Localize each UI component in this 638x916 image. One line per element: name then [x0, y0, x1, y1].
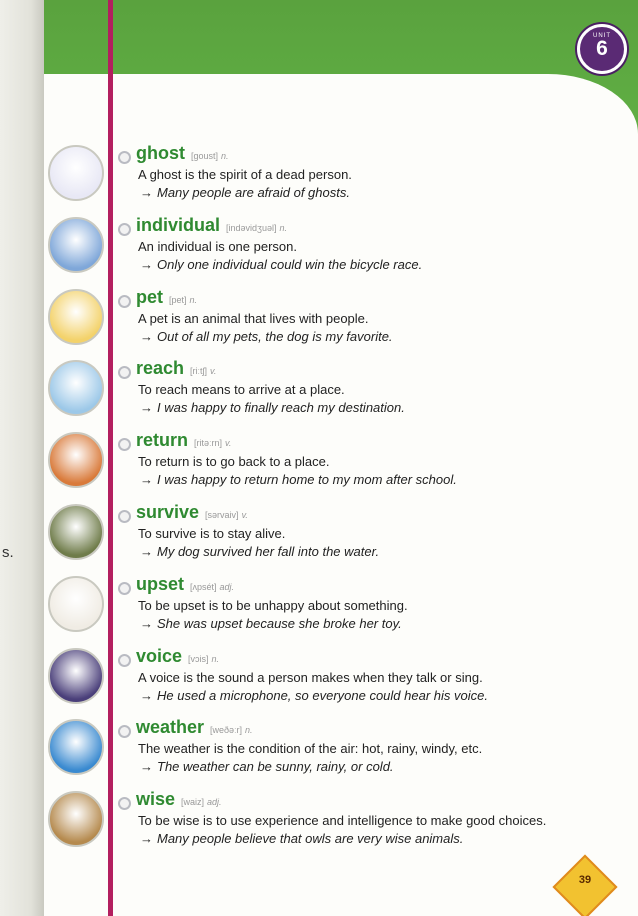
entry-headword-line: [136, 143, 229, 164]
definition: To be upset is to be unhappy about something.: [138, 597, 408, 613]
left-page-text-fragment: s.: [2, 544, 14, 561]
pronunciation: [waiz]: [181, 797, 205, 808]
headword: pet: [136, 286, 163, 307]
entry-picture-icon: [48, 217, 104, 273]
unit-label: UNIT: [593, 33, 611, 39]
part-of-speech: v.: [225, 438, 232, 449]
headword: upset: [136, 573, 185, 594]
example-sentence-line: [140, 831, 463, 846]
arrow-icon: →: [140, 687, 153, 703]
definition: An individual is one person.: [138, 238, 297, 254]
pronunciation: [weðəːr]: [210, 725, 243, 736]
headword: voice: [136, 645, 183, 666]
arrow-icon: →: [140, 400, 153, 416]
entry-headword-line: [136, 215, 287, 236]
entry-bullet-icon: [118, 366, 131, 379]
part-of-speech: adj.: [207, 797, 222, 808]
definition: To reach means to arrive at a place.: [138, 382, 345, 398]
pronunciation: [pet]: [169, 294, 187, 305]
pronunciation: [vɔis]: [188, 653, 209, 664]
pronunciation: [ʌpsét]: [190, 581, 217, 592]
entry-picture-icon: [48, 360, 104, 416]
entry-headword-line: [136, 789, 222, 810]
pronunciation: [goust]: [191, 151, 219, 161]
example-sentence: She was upset because she broke her toy.: [157, 615, 402, 631]
entry-headword-line: [136, 502, 248, 523]
example-sentence-line: [140, 544, 379, 559]
arrow-icon: →: [140, 759, 153, 775]
arrow-icon: →: [140, 615, 153, 631]
definition: The weather is the condition of the air: hot, rainy, windy, etc.: [138, 741, 483, 757]
example-sentence-line: [140, 400, 405, 415]
arrow-icon: →: [140, 328, 153, 344]
example-sentence-line: [140, 688, 488, 703]
entry-headword-line: [136, 574, 234, 595]
entry-bullet-icon: [118, 151, 131, 164]
example-sentence: Out of all my pets, the dog is my favorite.: [157, 328, 393, 344]
headword: reach: [136, 358, 185, 379]
pronunciation: [indəvidʒuəl]: [226, 222, 277, 233]
entry-picture-icon: [48, 289, 104, 345]
example-sentence-line: [140, 759, 394, 774]
entry-bullet-icon: [118, 654, 131, 667]
textbook-page: [44, 0, 638, 916]
headword: individual: [136, 214, 221, 235]
example-sentence-line: [140, 257, 422, 272]
unit-number: 6: [596, 37, 608, 60]
entry-headword-line: [136, 430, 231, 451]
entry-bullet-icon: [118, 582, 131, 595]
example-sentence-line: [140, 616, 402, 631]
entry-picture-icon: [48, 648, 104, 704]
left-page-edge: [0, 0, 44, 916]
entry-picture-icon: [48, 145, 104, 201]
example-sentence: I was happy to return home to my mom after school.: [157, 472, 457, 488]
definition: A pet is an animal that lives with people.: [138, 310, 369, 326]
part-of-speech: n.: [245, 725, 253, 736]
part-of-speech: n.: [189, 294, 198, 305]
arrow-icon: →: [140, 256, 153, 272]
example-sentence: Many people believe that owls are very wise animals.: [157, 831, 464, 847]
example-sentence: I was happy to finally reach my destination.: [157, 400, 405, 416]
arrow-icon: →: [140, 831, 153, 847]
headword: ghost: [136, 143, 185, 163]
part-of-speech: v.: [241, 510, 248, 520]
entry-picture-icon: [48, 504, 104, 560]
example-sentence-line: [140, 185, 350, 200]
entry-headword-line: [136, 358, 216, 379]
entry-picture-icon: [48, 791, 104, 847]
part-of-speech: n.: [211, 653, 220, 664]
part-of-speech: n.: [221, 151, 229, 161]
entry-headword-line: [136, 717, 253, 738]
example-sentence: The weather can be sunny, rainy, or cold.: [157, 759, 394, 775]
pronunciation: [ritəːrn]: [194, 438, 223, 449]
headword: survive: [136, 502, 200, 522]
entry-picture-icon: [48, 719, 104, 775]
headword: return: [136, 430, 189, 451]
definition: To survive is to stay alive.: [138, 526, 286, 541]
entry-bullet-icon: [118, 295, 131, 308]
entry-bullet-icon: [118, 223, 131, 236]
header-curve: [44, 74, 638, 174]
part-of-speech: n.: [279, 222, 287, 233]
entry-headword-line: [136, 646, 219, 667]
entry-bullet-icon: [118, 438, 131, 451]
page-number: 39: [578, 874, 592, 886]
definition: A voice is the sound a person makes when they talk or sing.: [138, 669, 483, 685]
headword: weather: [136, 717, 205, 738]
definition: To be wise is to use experience and intelligence to make good choices.: [138, 813, 547, 829]
arrow-icon: →: [140, 185, 153, 200]
entry-headword-line: [136, 287, 197, 308]
part-of-speech: adj.: [219, 581, 235, 592]
entry-bullet-icon: [118, 510, 131, 523]
unit-badge: [577, 24, 627, 74]
definition: A ghost is the spirit of a dead person.: [138, 167, 352, 182]
example-sentence-line: [140, 472, 457, 487]
example-sentence: Only one individual could win the bicycle race.: [157, 256, 423, 272]
example-sentence: He used a microphone, so everyone could hear his voice.: [157, 687, 488, 703]
arrow-icon: →: [140, 544, 153, 559]
entry-bullet-icon: [118, 797, 131, 810]
entry-picture-icon: [48, 576, 104, 632]
definition: To return is to go back to a place.: [138, 454, 330, 470]
headword: wise: [136, 789, 176, 810]
pronunciation: [sərvaiv]: [205, 510, 239, 520]
part-of-speech: v.: [210, 366, 217, 377]
entry-picture-icon: [48, 432, 104, 488]
example-sentence-line: [140, 329, 393, 344]
pronunciation: [riːtʃ]: [190, 366, 208, 377]
entry-bullet-icon: [118, 725, 131, 738]
example-sentence: Many people are afraid of ghosts.: [157, 185, 350, 200]
page-spine-line: [108, 0, 113, 916]
example-sentence: My dog survived her fall into the water.: [157, 544, 380, 559]
arrow-icon: →: [140, 472, 153, 488]
